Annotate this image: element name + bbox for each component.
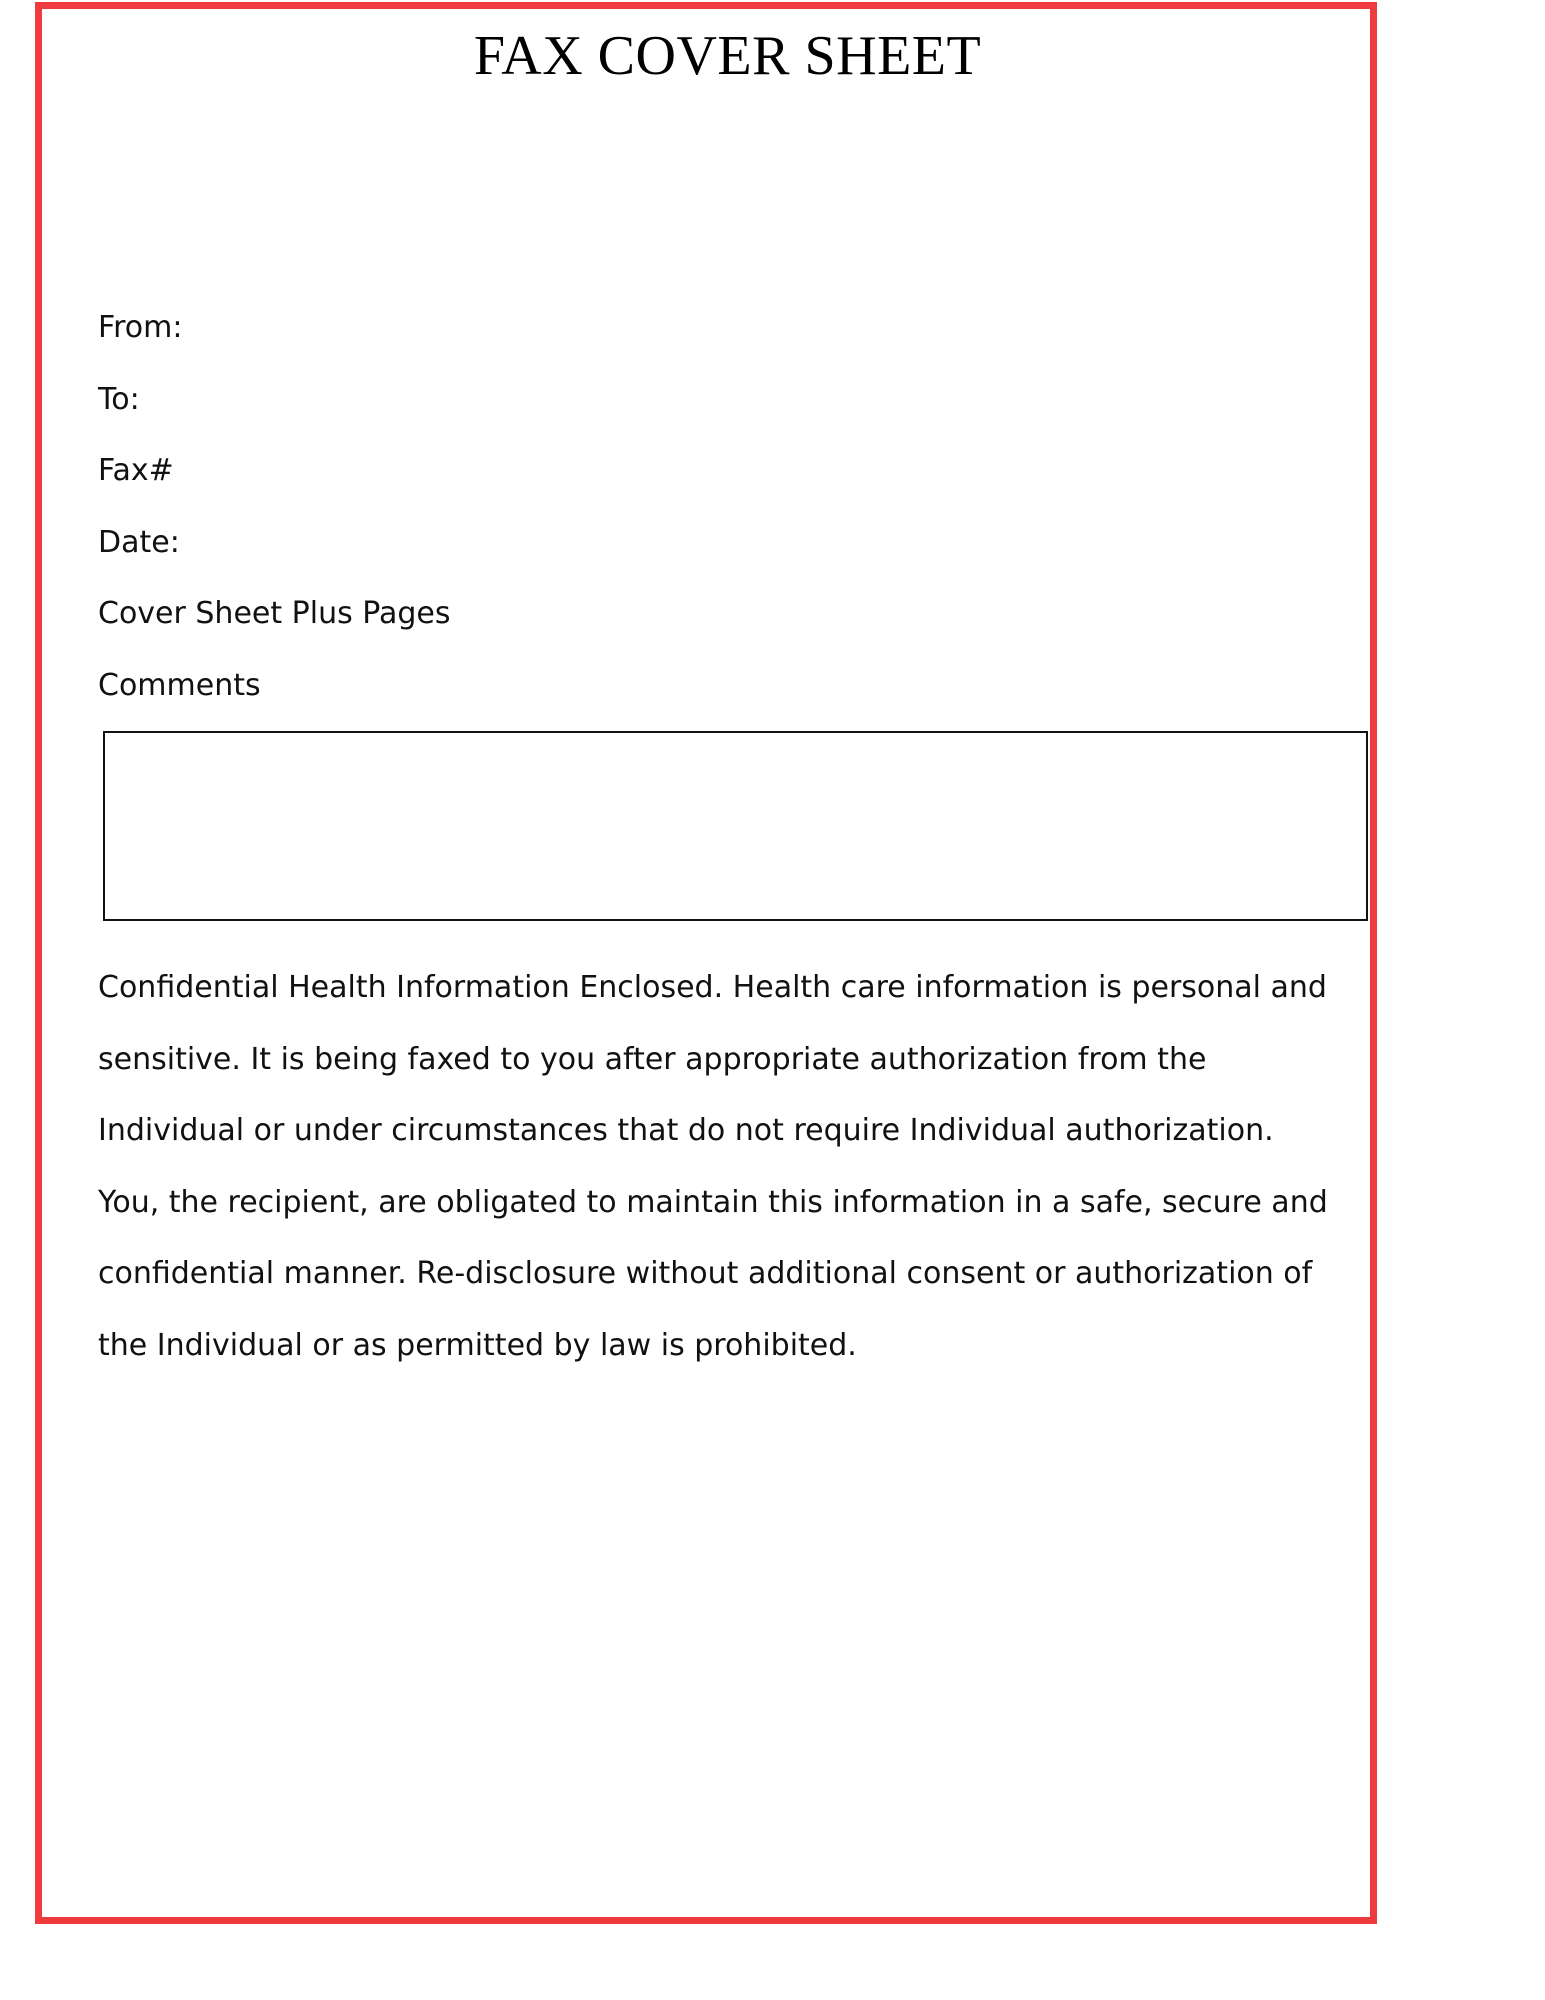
from-label: From: bbox=[98, 310, 183, 345]
notice-line: You, the recipient, are obligated to maintain this information in a safe, secure and bbox=[98, 1184, 1328, 1220]
notice-line: confidential manner. Re-disclosure without additional consent or authorization of bbox=[98, 1256, 1313, 1292]
page-title: FAX COVER SHEET bbox=[473, 25, 982, 87]
comments-box[interactable] bbox=[103, 731, 1368, 921]
notice-line: Confidential Health Information Enclosed. Health care information is personal and bbox=[98, 970, 1327, 1005]
cover-sheet-pages-label: Cover Sheet Plus Pages bbox=[98, 596, 451, 631]
confidentiality-notice bbox=[98, 952, 1388, 1382]
date-label: Date: bbox=[98, 525, 180, 560]
notice-line: sensitive. It is being faxed to you after appropriate authorization from the bbox=[98, 1041, 1207, 1077]
comments-label: Comments bbox=[98, 668, 261, 703]
notice-line: Individual or under circumstances that do not require Individual authorization. bbox=[98, 1113, 1274, 1149]
fax-number-label: Fax# bbox=[98, 453, 174, 488]
notice-line: the Individual or as permitted by law is prohibited. bbox=[98, 1327, 857, 1363]
to-label: To: bbox=[98, 382, 140, 417]
